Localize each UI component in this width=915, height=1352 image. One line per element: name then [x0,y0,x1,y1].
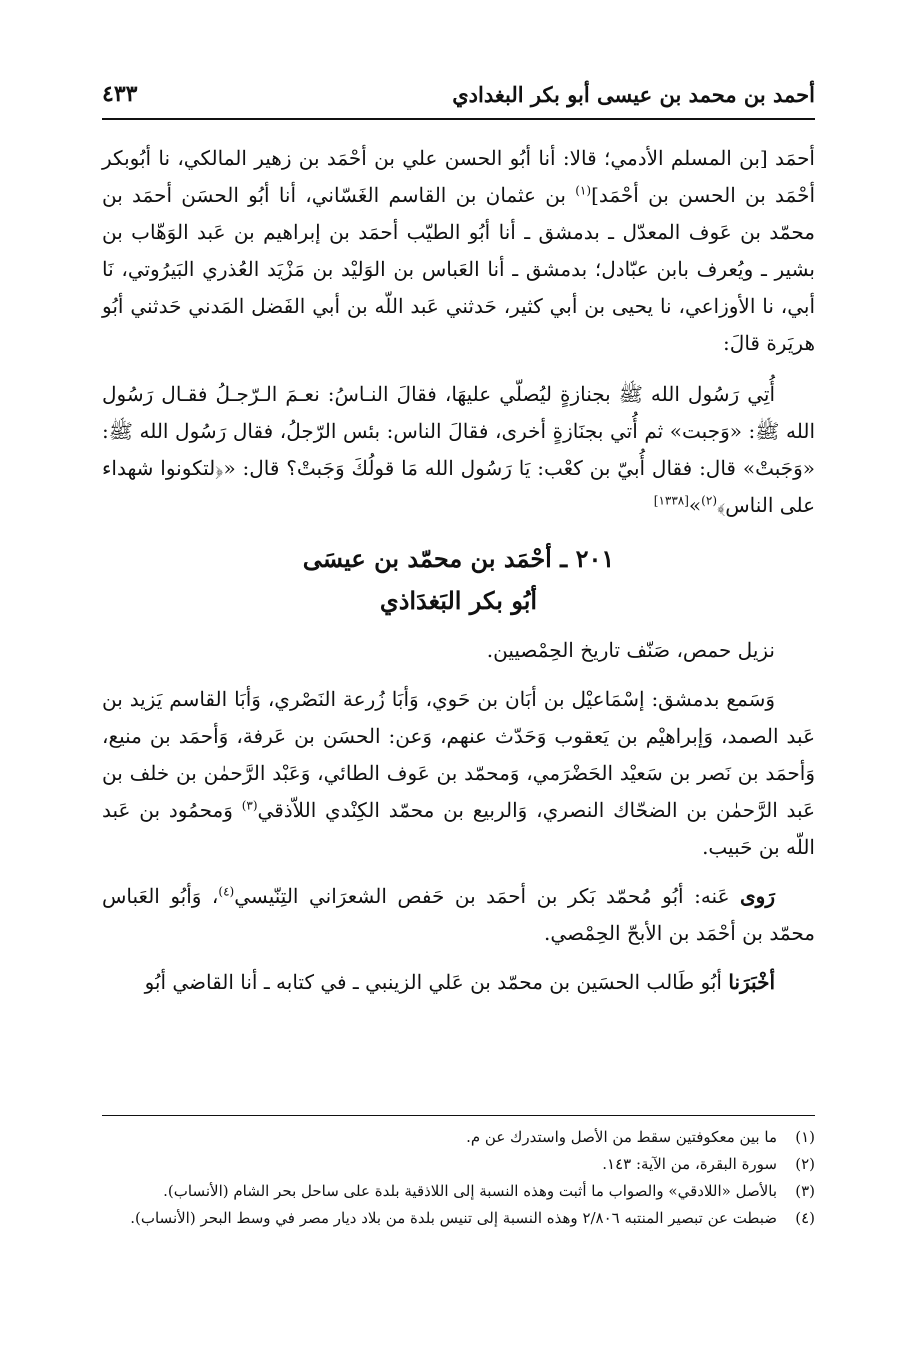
hadith-reference: [١٣٣٨] [653,493,689,508]
students-text: عَنه: أبُو مُحمّد بَكر بن أحمَد بن حَفص الشعرَاني التِنّيسي [234,884,741,908]
teachers-text: وَسَمع بدمشق: إسْمَاعيْل بن أبَان بن حَوي، وَأبَا زُرعة النَصْري، وَأبَا القاسم يَزيد بن عَبد الصمد، وَإبراهيْم بن يَعقوب وَحَدّث عنهم، وَعن: الحسَن بن عَرفة، وَأحمَد بن منيع، وَأحمَد بن نَصر بن سَعيْد الحَضْرَمي، وَمحمّد بن عَوف الطائي، وَعَبْد الرَّحمٰن بن خلف بن عَبد الرَّحمٰن بن الضحّاك النصري، وَالربيع بن محمّد الكِنْدي اللاّذقي [102,687,815,822]
hadith-text: أُتِي رَسُول الله ﷺ بجنازةٍ ليُصلّي عليهَا، فقالَ النـاسُ: نعـمَ الـرّجـلُ فقـال رَسُول الله ﷺ: «وَجبت» ثم أُتي بجنَازةٍ أخرى، فقالَ الناس: بئس الرّجلُ، فقال رَسُول الله ﷺ: «وَجَبتْ» قال: فقال أُبيّ بن كعْب: يَا رَسُول الله مَا قولُكَ وَجَبتْ؟ قال: «﴿لتكونوا شهداء على الناس﴾ [102,382,816,517]
akhbarana-lead: أخْبَرَنا [728,970,775,994]
footnote-ref-2: (٢) [701,493,717,508]
rawa-lead: رَوى [740,884,775,908]
teachers-paragraph [102,681,815,866]
biography-title: ٢٠١ ـ أحْمَد بن محمّد بن عيسَى [302,544,615,573]
footnote [102,1178,815,1205]
biography-subtitle: أبُو بكر البَغدَاذي [379,586,538,615]
footnote [102,1205,815,1232]
footnote-text: ضبطت عن تبصير المنتبه ٢/٨٠٦ وهذه النسبة إلى تنيس بلدة من بلاد ديار مصر في وسط البحر (الأنساب). [130,1209,777,1227]
isnad-text: أحمَد [بن المسلم الأدمي؛ قالا: أنا أبُو الحسن علي بن أحْمَد بن زهير المالكي، نا أبُوبكر أحْمَد بن الحسن بن أحْمَد] [102,146,815,207]
footnote-number: (٤) [795,1209,815,1227]
footnote-ref-4: (٤) [218,884,235,899]
footnote-text: ما بين معكوفتين سقط من الأصل واستدرك عن م. [466,1128,777,1146]
akhbarana-paragraph [102,964,815,1001]
residence-paragraph: نزيل حمص، صَنّف تاريخ الحِمْصيين. [486,638,775,662]
hadith-close: » [688,493,702,517]
footnote-ref-3: (٣) [241,798,258,813]
teachers-text-end: وَمحمُود بن عَبد اللّه بن حَبيب. [102,798,815,859]
page-number: ٤٣٣ [102,81,138,107]
page-header [102,70,815,120]
students-paragraph [102,878,815,952]
footnote-text: سورة البقرة، من الآية: ١٤٣. [602,1155,777,1173]
footnotes-section [102,1115,815,1232]
hadith-paragraph [102,376,815,524]
footnote-ref-1: (١) [575,183,592,198]
footnote [102,1124,815,1151]
footnote-number: (٢) [795,1155,815,1173]
akhbarana-text: أبُو طَالب الحسَين بن محمّد بن عَلي الزينبي ـ في كتابه ـ أنا القاضي أبُو [144,970,729,994]
isnad-text-cont: بن عثمان بن القاسم الغَسّاني، أنا أبُو الحسَن أحمَد بن محمّد بن عَوف المعدّل ـ بدمشق ـ أنا أبُو الطيّب أحمَد بن إبراهيم بن عَبد الوَهّاب بن بشير ـ ويُعرف بابن عبّادل؛ بدمشق ـ أنا العَباس بن الوَليْد بن مَزْيَد العُذري البَيرُوتي، نَا أبي، نا الأوزاعي، نا يحيى بن أبي كثير، حَدثني عَبد اللّه بن أبي الفَضل المَدني حَدثني أبُو هريَرة قالَ: [102,183,815,355]
footnote-number: (١) [795,1128,815,1146]
footnote-number: (٣) [795,1182,815,1200]
isnad-paragraph [102,140,815,362]
footnote-text: بالأصل «اللادقي» والصواب ما أثبت وهذه النسبة إلى اللاذقية بلدة على ساحل بحر الشام (الأنساب). [163,1182,777,1200]
students-text-end: ، وَأبُو العَباس محمّد بن أحْمَد بن الأبحّ الحِمْصي. [102,884,815,945]
running-title: أحمد بن محمد بن عيسى أبو بكر البغدادي [452,81,815,107]
footnote [102,1151,815,1178]
main-text [102,140,815,1001]
